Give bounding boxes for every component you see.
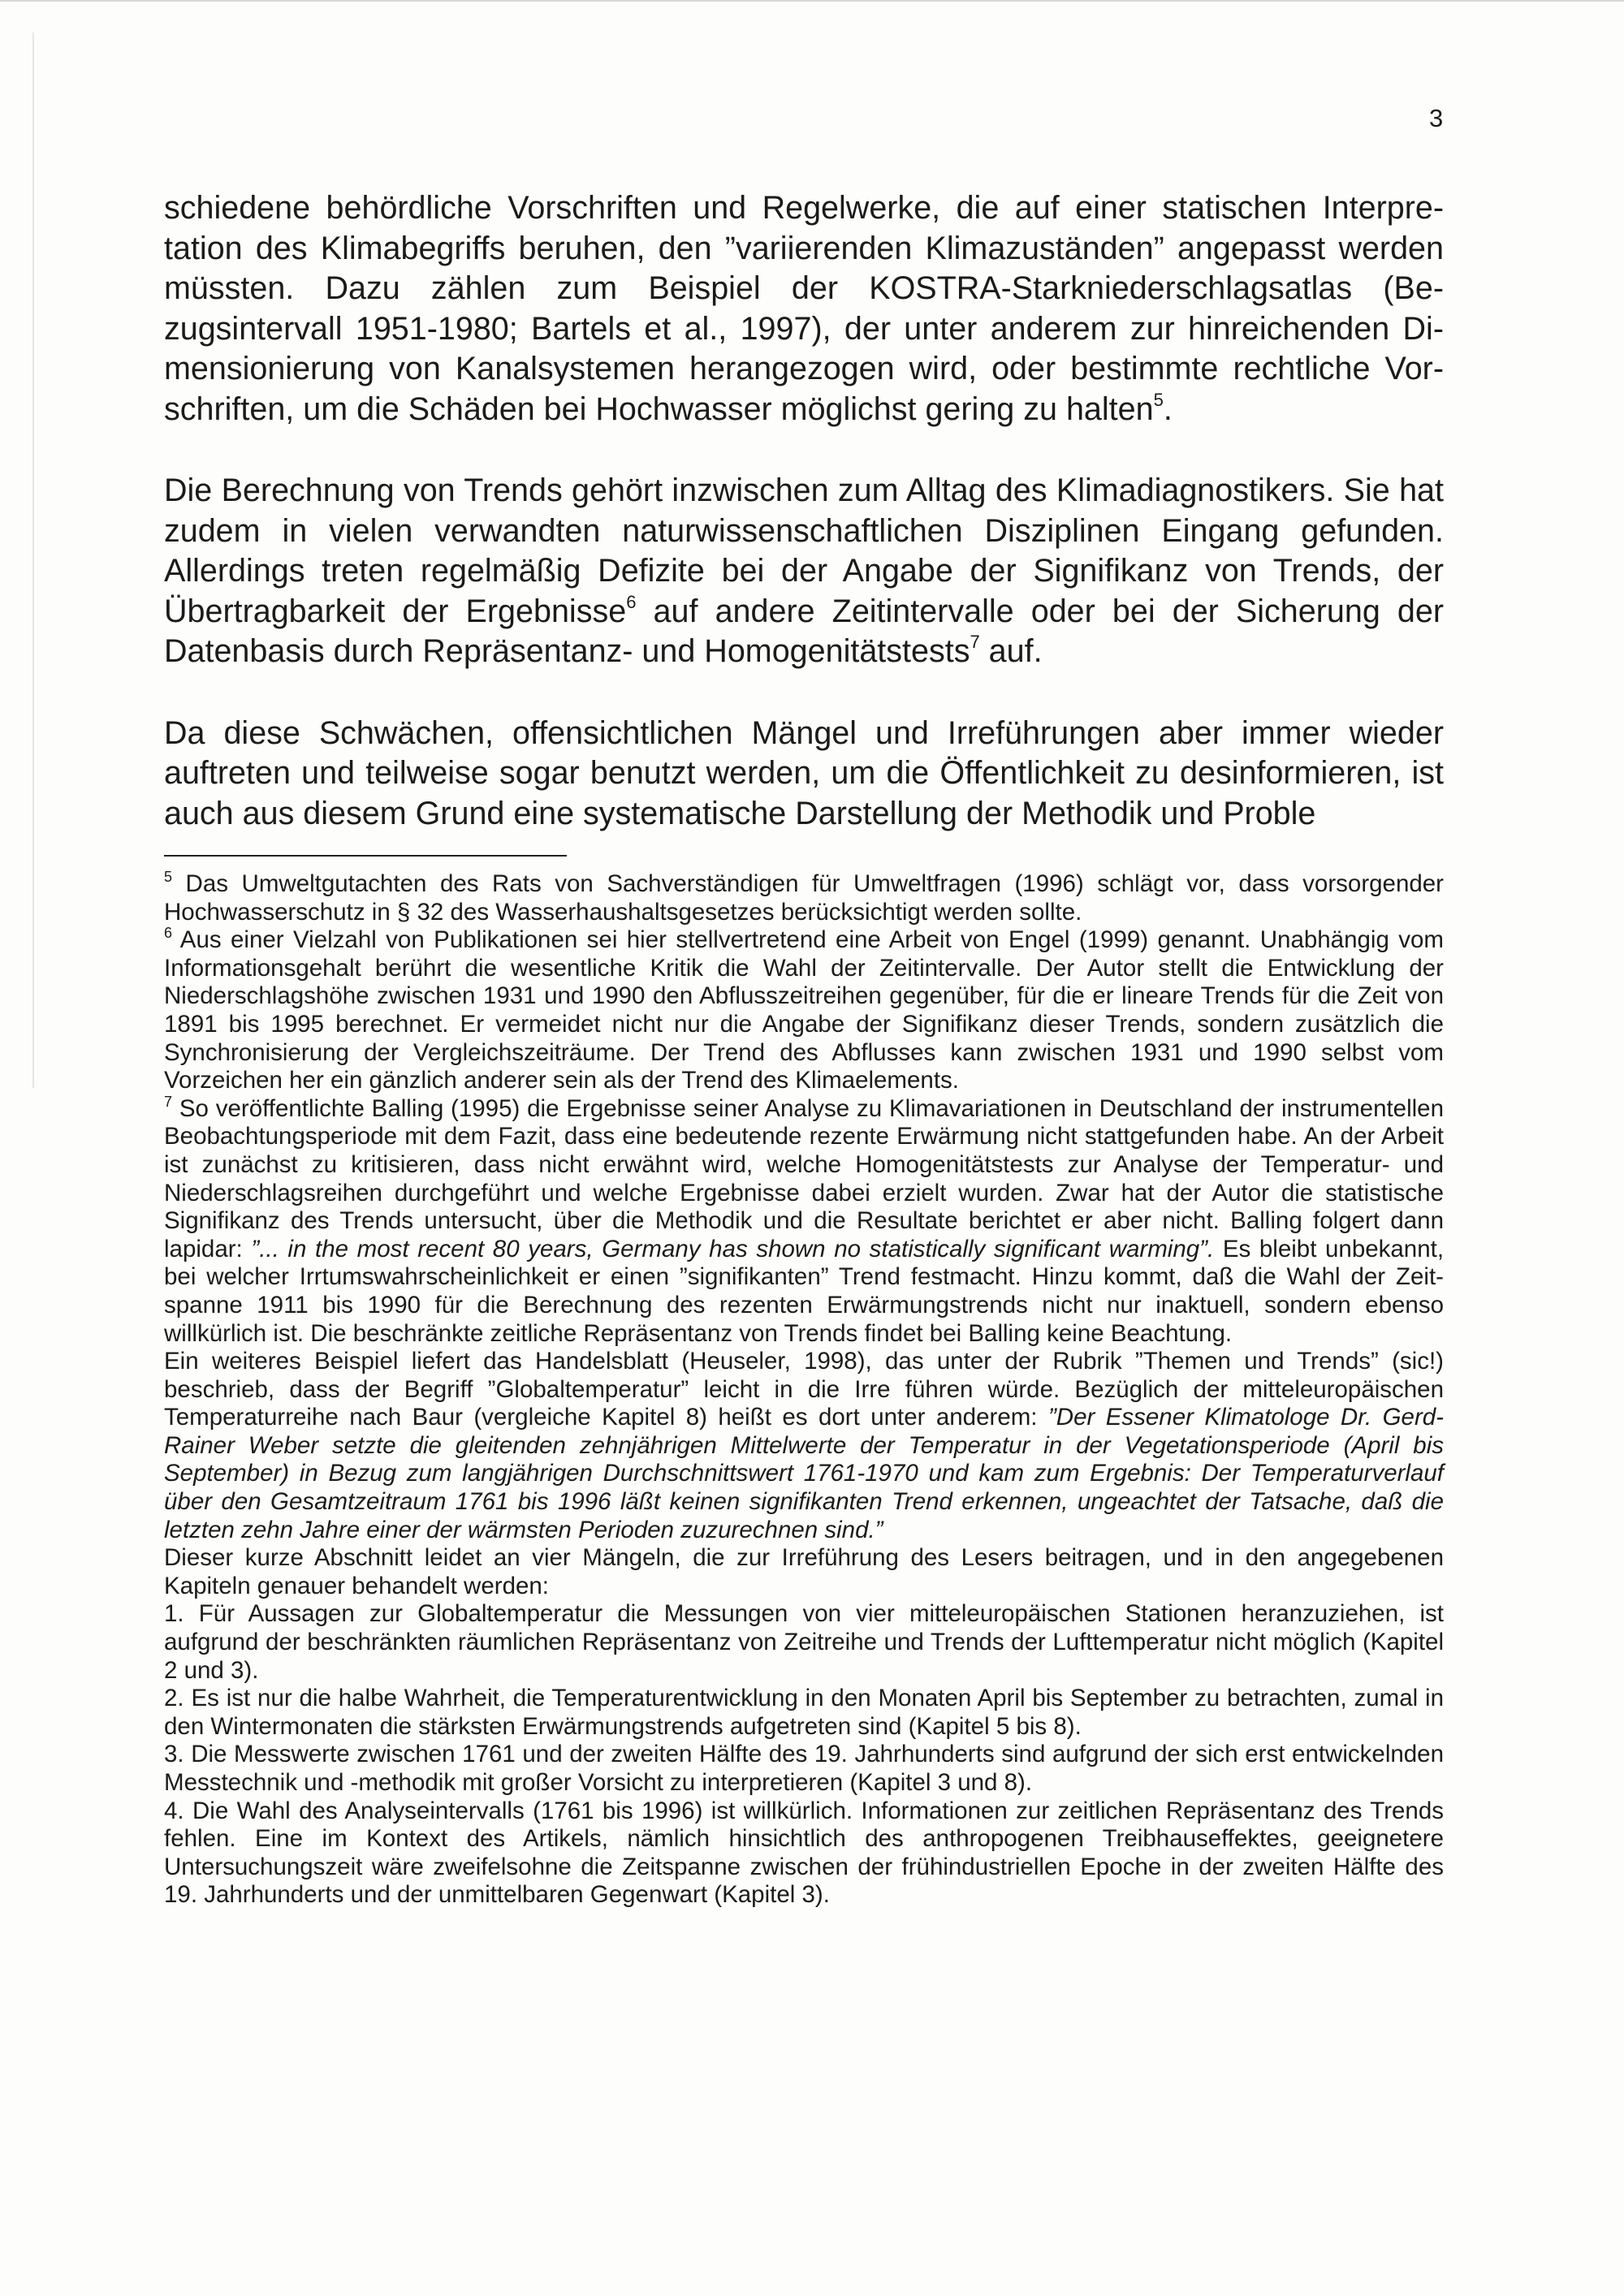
deficit-item-2: 2. Es ist nur die halbe Wahrheit, die Temperaturentwicklung in den Monaten April bis September zu betrachten, zumal in den Wintermonaten die stärksten Erwärmungstrends aufgetreten sind (Kapitel 5 bis 8). [164,1685,1444,1740]
paragraph-2: Die Berechnung von Trends gehört inzwischen zum Alltag des Klimadiagnostikers. Sie hat zudem in vielen verwandten naturwissenschaftlichen Disziplinen Eingang gefunden. Allerdings treten regelmäßig Defizite bei der Angabe der Signifikanz von Trends, der Übertragbarkeit der Ergebnisse$^6$ auf andere Zeitintervalle oder bei der Sicherung der Datenbasis durch Repräsentanz- und Homogenitätstests$^7$ auf. [164,473,1444,669]
page-number: 3 [1429,104,1444,132]
footnote-separator [164,855,567,857]
footnote-ref-5: 5 [1153,389,1164,410]
footnote-ref-6: 6 [626,591,637,612]
balling-quote: ”... in the most recent 80 years, Germany has shown no statistically significant warming”. [251,1235,1215,1262]
deficit-item-1: 1. Für Aussagen zur Globaltemperatur die Messungen von vier mitteleuropäischen Stationen heranzuziehen, ist aufgrund der beschränkten räumlichen Repräsentanz von Zeitreihe und Trends der Lufttemperatur nicht möglich (Kapitel 2 und 3). [164,1600,1444,1684]
scan-left-edge [32,32,34,1088]
deficits-intro: Dieser kurze Abschnitt leidet an vier Mängeln, die zur Irreführung des Lesers beitragen, und in den angegebenen Kapiteln genauer behandelt werden: [164,1544,1444,1599]
deficit-item-3: 3. Die Messwerte zwischen 1761 und der zweiten Hälfte des 19. Jahrhunderts sind aufgrund der sich erst entwickelnden Messtechnik und -methodik mit großer Vorsicht zu interpretieren (Kapitel 3 und 8). [164,1741,1444,1796]
footnote-ref-7: 7 [970,632,980,652]
footnotes [164,870,1444,1910]
body-text [164,188,1444,834]
handelsblatt-example: Ein weiteres Beispiel liefert das Handelsblatt (Heuseler, 1998), das unter der Rubrik ”Themen und Trends” (sic!) beschrieb, dass der Begriff ”Globaltemperatur” leicht in die Irre führen würde. Bezüglich der mitteleuropäischen Temperaturreihe nach Baur (vergleiche Kapitel 8) heißt es dort unter anderem: ”Der Essener Klimatologe Dr. Gerd-Rainer Weber setzte die gleitenden zehnjährigen Mittelwerte der Temperatur in der Vegetationsperiode (April bis September) in Bezug zum langjährigen Durchschnittswert 1761-1970 und kam zum Ergebnis: Der Temperaturverlauf über den Gesamtzeitraum 1761 bis 1996 läßt keinen signifikanten Trend erkennen, ungeachtet der Tatsache, daß die letzten zehn Jahre einer der wärmsten Perioden zuzurechnen sind.” [164,1348,1444,1543]
footnote-7: $^7$ So veröffentlichte Balling (1995) die Ergebnisse seiner Analyse zu Klimavariationen in Deutschland der instrumentellen Beobachtungsperiode mit dem Fazit, dass eine bedeutende rezente Erwärmung nicht stattgefunden habe. An der Arbeit ist zunächst zu kritisieren, dass nicht erwähnt wird, welche Homogenitätstests zur Analyse der Temperatur- und Niederschlagsreihen durchgeführt und welche Ergebnisse dabei erzielt wurden. Zwar hat der Autor die statistische Signifikanz des Trends untersucht, über die Methodik und die Resultate berichtet er aber nicht. Balling folgert dann lapidar: ”... in the most recent 80 years, Germany has shown no statistically significant warming”. Es bleibt unbekannt, bei welcher Irrtumswahrscheinlichkeit er einen ”signifikanten” Trend festmacht. Hinzu kommt, daß die Wahl der Zeitspanne 1911 bis 1990 für die Berechnung des rezenten Erwärmungstrends nicht nur inaktuell, sondern ebenso willkürlich ist. Die beschränkte zeitliche Repräsentanz von Trends findet bei Balling keine Beachtung. [164,1093,1445,1347]
deficit-item-4: 4. Die Wahl des Analyseintervalls (1761 bis 1996) ist willkürlich. Informationen zur zeitlichen Repräsentanz des Trends fehlen. Eine im Kontext des Artikels, nämlich hinsichtlich des anthropogenen Treibhauseffektes, geeignetere Untersuchungszeit wäre zweifelsohne die Zeitspanne zwischen der frühindustriellen Epoche in der zweiten Hälfte des 19. Jahrhunderts und der unmittelbaren Gegenwart (Kapitel 3). [164,1797,1444,1909]
paragraph-1: schiedene behördliche Vorschriften und Regelwerke, die auf einer statischen Interpretation des Klimabegriffs beruhen, den ”variierenden Klimazuständen” angepasst werden müssten. Dazu zählen zum Beispiel der KOSTRA-Starkniederschlagsatlas (Bezugsintervall 1951-1980; Bartels et al., 1997), der unter anderem zur hinreichenden Dimensionierung von Kanalsystemen herangezogen wird, oder bestimmte rechtliche Vorschriften, um die Schäden bei Hochwasser möglichst gering zu halten$^5$. [164,190,1444,427]
paragraph-3: Da diese Schwächen, offensichtlichen Mängel und Irreführungen aber immer wieder auftreten und teilweise sogar benutzt werden, um die Öffentlichkeit zu desinformieren, ist auch aus diesem Grund eine systematische Darstellung der Methodik und Proble [164,714,1444,831]
scan-top-edge [0,0,1624,2]
footnote-6: $^6$ Aus einer Vielzahl von Publikationen sei hier stellvertretend eine Arbeit von Engel (1999) genannt. Unabhängig vom Informationsgehalt berührt die wesentliche Kritik die Wahl der Zeitintervalle. Der Autor stellt die Entwicklung der Niederschlagshöhe zwischen 1931 und 1990 den Abflusszeitreihen gegenüber, für die er lineare Trends für die Zeit von 1891 bis 1995 berechnet. Er vermeidet nicht nur die Angabe der Signifikanz dieser Trends, sondern zusätzlich die Synchronisierung der Vergleichszeiträume. Der Trend des Abflusses kann zwischen 1931 und 1990 selbst vom Vorzeichen her ein gänzlich anderer sein als der Trend des Klimaelements. [164,925,1444,1094]
handelsblatt-quote: ”Der Essener Klimatologe Dr. Gerd-Rainer Weber setzte die gleitenden zehnjährigen Mittelwerte der Temperatur in der Vegetationsperiode (April bis September) in Bezug zum langjährigen Durchschnittswert 1761-1970 und kam zum Ergebnis: Der Temperaturverlauf über den Gesamtzeitraum 1761 bis 1996 läßt keinen signifikanten Trend erkennen, ungeachtet der Tatsache, daß die letzten zehn Jahre einer der wärmsten Perioden zuzurechnen sind.” [164,1404,1444,1543]
footnote-5: $^5$ Das Umweltgutachten des Rats von Sachverständigen für Umweltfragen (1996) schlägt vor, dass vorsorgender Hochwasserschutz in § 32 des Wasserhaushaltsgesetzes berücksichtigt werden sollte. [164,869,1444,926]
